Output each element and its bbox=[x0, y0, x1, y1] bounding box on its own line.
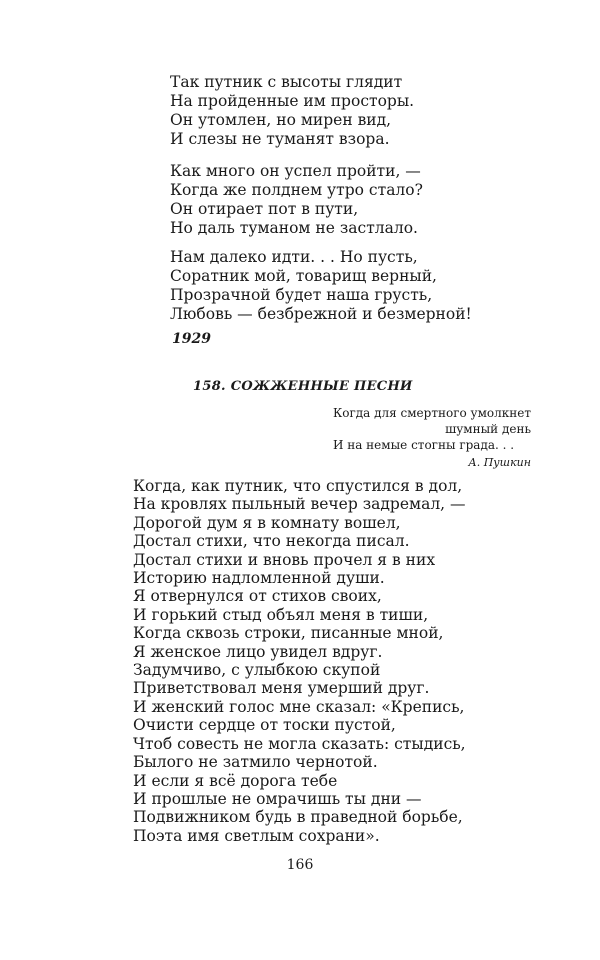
poem-title: 158. СОЖЖЕННЫЕ ПЕСНИ bbox=[193, 379, 413, 394]
verse-line: Нам далеко идти. . . Но пусть, bbox=[170, 248, 418, 266]
verse-line: Но даль туманом не застлало. bbox=[170, 219, 418, 237]
poem-line: Задумчиво, с улыбкою скупой bbox=[133, 661, 381, 680]
verse-line: И слезы не туманят взора. bbox=[170, 130, 390, 148]
poem-line: Когда, как путник, что спустился в дол, bbox=[133, 477, 463, 495]
poem-line: Дорогой дум я в комнату вошел, bbox=[133, 513, 401, 532]
poem-line: Подвижником будь в праведной борьбе, bbox=[133, 808, 463, 827]
epigraph-line: И на немые стогны града. . . bbox=[332, 438, 515, 452]
verse-line: Он утомлен, но мирен вид, bbox=[170, 111, 392, 129]
verse-line: Как много он успел пройти, — bbox=[170, 162, 421, 180]
stanza-3 bbox=[170, 248, 472, 324]
epigraph-line: Когда для смертного умолкнет bbox=[332, 406, 531, 420]
poem-line: Когда сквозь строки, писанные мной, bbox=[133, 624, 444, 643]
poem-line: Я женское лицо увидел вдруг. bbox=[133, 642, 383, 661]
poem-date: 1929 bbox=[172, 331, 211, 347]
epigraph-author: А. Пушкин bbox=[468, 456, 531, 469]
verse-line: Так путник с высоты глядит bbox=[170, 73, 403, 91]
poem-line: Я отвернулся от стихов своих, bbox=[133, 587, 382, 606]
poem-line: Достал стихи, что некогда писал. bbox=[133, 532, 410, 551]
page-number: 166 bbox=[286, 857, 314, 873]
poem-line: Очисти сердце от тоски пустой, bbox=[133, 716, 396, 735]
poem-line: Чтоб совесть не могла сказать: стыдись, bbox=[133, 734, 466, 753]
verse-line: Когда же полднем утро стало? bbox=[170, 181, 423, 199]
verse-line: Прозрачной будет наша грусть, bbox=[170, 286, 433, 304]
verse-line: На пройденные им просторы. bbox=[170, 92, 415, 110]
poem-line: Достал стихи и вновь прочел я в них bbox=[133, 550, 436, 569]
verse-line: Соратник мой, товарищ верный, bbox=[170, 267, 437, 285]
epigraph bbox=[333, 405, 531, 471]
stanza-2 bbox=[170, 162, 423, 238]
poem-line: На кровлях пыльный вечер задремал, — bbox=[133, 495, 466, 514]
poem-line: Поэта имя светлым сохрани». bbox=[133, 826, 380, 845]
epigraph-line: шумный день bbox=[445, 422, 531, 436]
poem-line: И горький стыд объял меня в тиши, bbox=[133, 605, 429, 624]
poem-line: Приветствовал меня умерший друг. bbox=[133, 679, 430, 698]
poem-line: И если я всё дорога тебе bbox=[133, 771, 338, 790]
stanza-1 bbox=[170, 73, 414, 149]
poem-line: И женский голос мне сказал: «Крепись, bbox=[133, 697, 465, 716]
poem-body bbox=[133, 477, 466, 845]
verse-line: Любовь — безбрежной и безмерной! bbox=[170, 305, 472, 323]
poem-line: Былого не затмило чернотой. bbox=[133, 753, 378, 772]
verse-line: Он отирает пот в пути, bbox=[170, 200, 359, 218]
poem-line: Историю надломленной души. bbox=[133, 569, 385, 588]
poem-line: И прошлые не омрачишь ты дни — bbox=[133, 789, 422, 808]
